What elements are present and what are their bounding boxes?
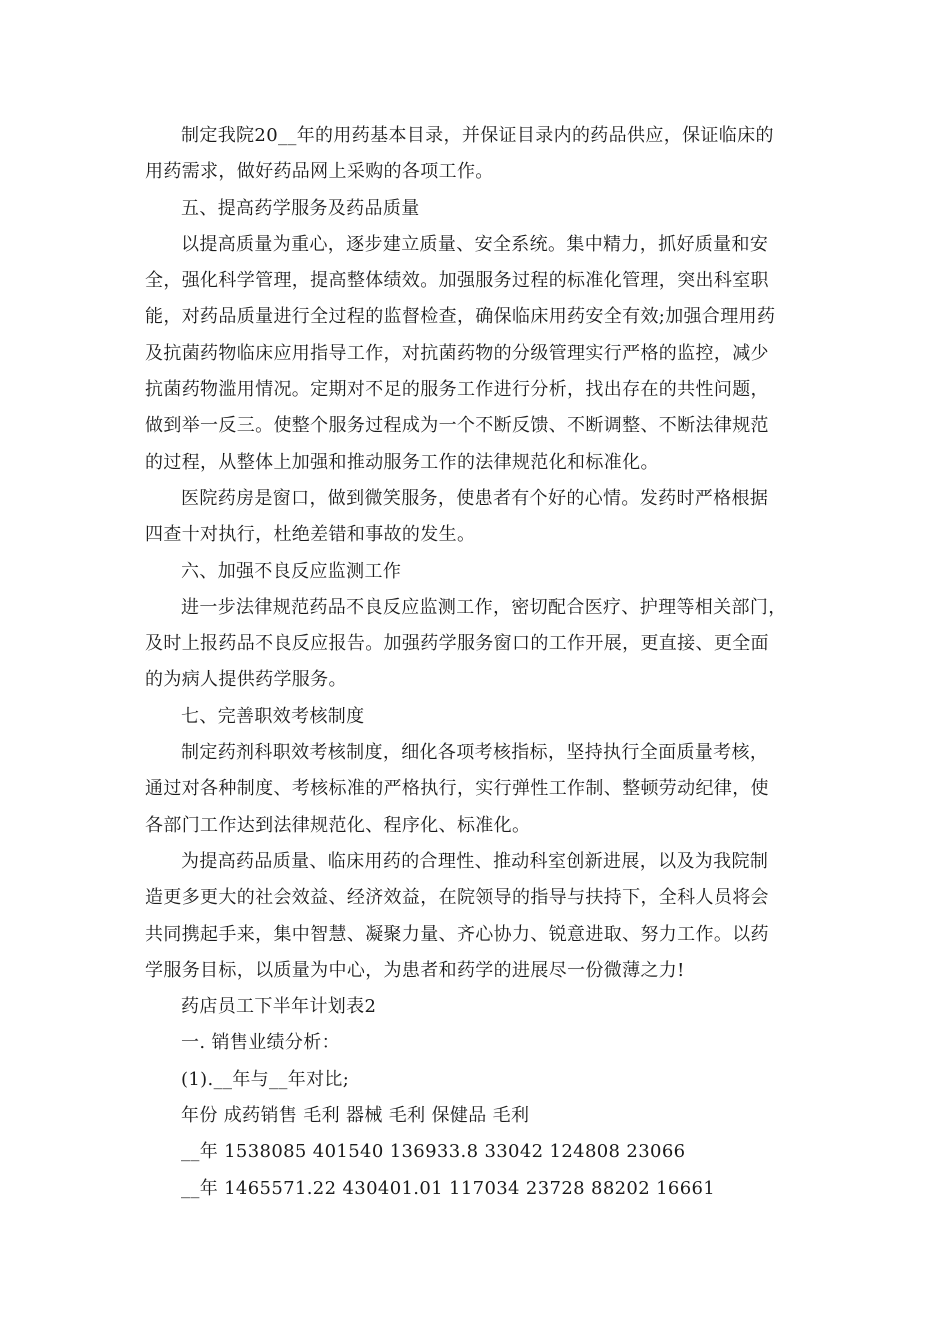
- text-line: 学服务目标，以质量为中心，为患者和药学的进展尽一份微薄之力!: [145, 959, 685, 981]
- text-line: 的过程，从整体上加强和推动服务工作的法律规范化和标准化。: [145, 451, 659, 473]
- text-line: 及抗菌药物临床应用指导工作，对抗菌药物的分级管理实行严格的监控，减少: [145, 342, 769, 364]
- text-line: 制定药剂科职效考核制度，细化各项考核指标，坚持执行全面质量考核，: [181, 742, 769, 764]
- text-line: 及时上报药品不良反应报告。加强药学服务窗口的工作开展，更直接、更全面: [145, 633, 769, 655]
- text-line: 药店员工下半年计划表2: [181, 996, 377, 1018]
- text-line: 医院药房是窗口，做到微笑服务，使患者有个好的心情。发药时严格根据: [181, 487, 769, 509]
- text-line: 以提高质量为重心，逐步建立质量、安全系统。集中精力，抓好质量和安: [181, 233, 769, 255]
- text-line: 六、加强不良反应监测工作: [181, 560, 402, 582]
- text-line: 做到举一反三。使整个服务过程成为一个不断反馈、不断调整、不断法律规范: [145, 415, 769, 437]
- text-line: (1).__年与__年对比;: [181, 1068, 350, 1090]
- text-line: 能，对药品质量进行全过程的监督检查，确保临床用药安全有效;加强合理用药: [145, 306, 776, 328]
- text-line: 共同携起手来，集中智慧、凝聚力量、齐心协力、锐意进取、努力工作。以药: [145, 923, 769, 945]
- text-line: 制定我院20__年的用药基本目录，并保证目录内的药品供应，保证临床的: [181, 125, 774, 146]
- text-line: 四查十对执行，杜绝差错和事故的发生。: [145, 524, 476, 546]
- text-line: 全，强化科学管理，提高整体绩效。加强服务过程的标准化管理，突出科室职: [145, 270, 769, 292]
- text-line: 通过对各种制度、考核标准的严格执行，实行弹性工作制、整顿劳动纪律，使: [145, 778, 769, 800]
- text-line: __年 1538085 401540 136933.8 33042 124808 23066: [181, 1141, 686, 1163]
- text-line: 用药需求，做好药品网上采购的各项工作。: [145, 161, 494, 183]
- text-line: 七、完善职效考核制度: [181, 705, 365, 727]
- text-line: 造更多更大的社会效益、经济效益，在院领导的指导与扶持下，全科人员将会: [145, 887, 769, 909]
- text-line: 抗菌药物滥用情况。定期对不足的服务工作进行分析，找出存在的共性问题，: [145, 379, 769, 401]
- text-line: 进一步法律规范药品不良反应监测工作，密切配合医疗、护理等相关部门，: [181, 596, 787, 618]
- text-line: 的为病人提供药学服务。: [145, 669, 347, 691]
- text-line: 各部门工作达到法律规范化、程序化、标准化。: [145, 814, 531, 836]
- text-line: 年份 成药销售 毛利 器械 毛利 保健品 毛利: [181, 1105, 530, 1127]
- text-line: 五、提高药学服务及药品质量: [181, 197, 420, 219]
- text-line: 一. 销售业绩分析：: [181, 1032, 340, 1054]
- document-body: [145, 118, 805, 1207]
- text-line: __年 1465571.22 430401.01 117034 23728 88202 16661: [181, 1177, 716, 1199]
- text-line: 为提高药品质量、临床用药的合理性、推动科室创新进展，以及为我院制: [181, 850, 769, 872]
